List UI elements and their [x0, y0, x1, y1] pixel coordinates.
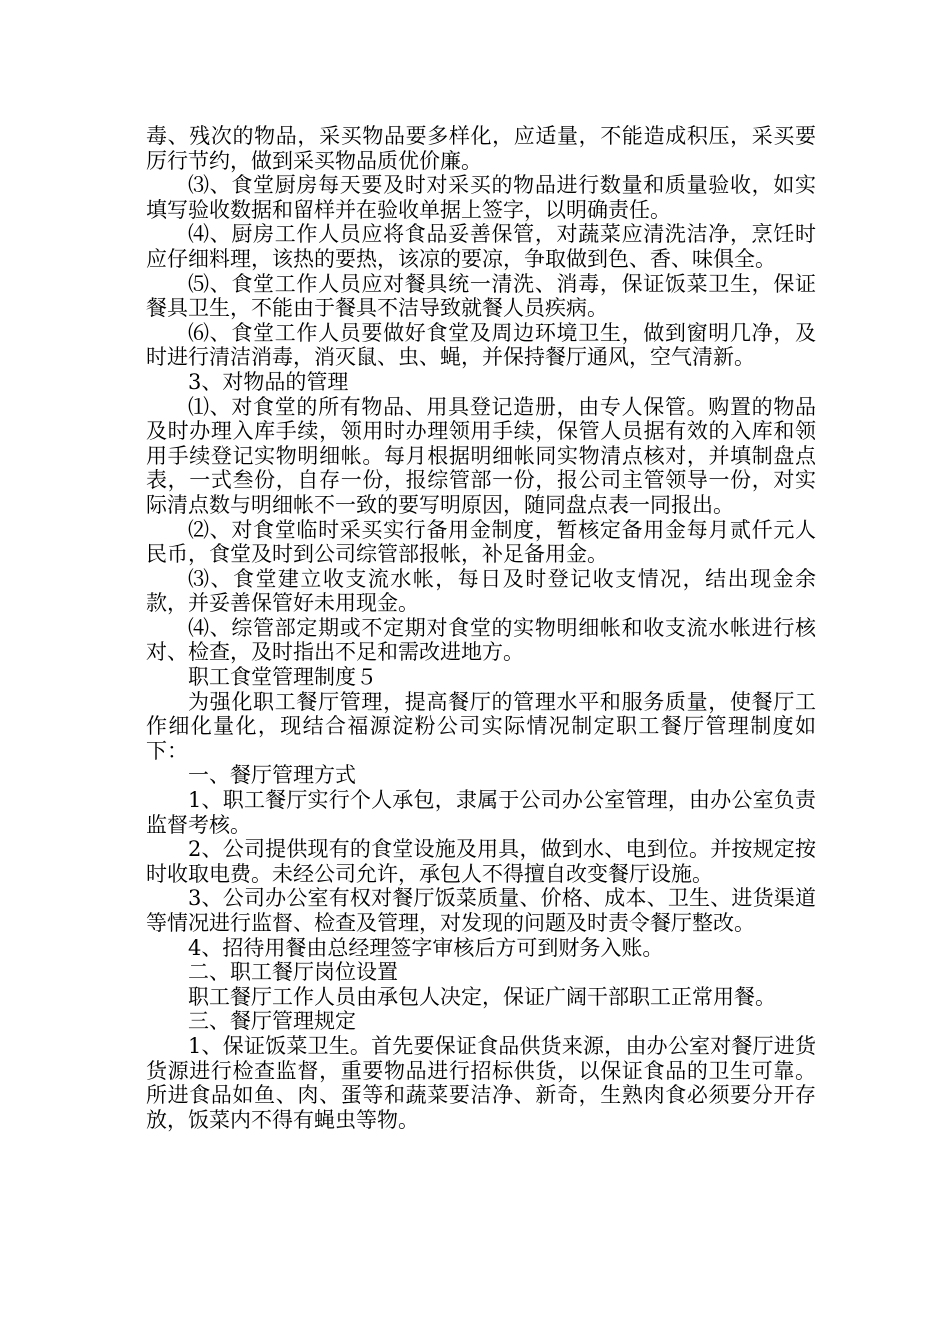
- document-page: [146, 124, 816, 1132]
- paragraph: ⑶、食堂厨房每天要及时对采买的物品进行数量和质量验收，如实填写验收数据和留样并在验收单据上签字，以明确责任。: [146, 173, 816, 222]
- paragraph: ⑶、食堂建立收支流水帐，每日及时登记收支情况，结出现金余款，并妥善保管好未用现金。: [146, 566, 816, 616]
- paragraph: ⑴、对食堂的所有物品、用具登记造册，由专人保管。购置的物品及时办理入库手续，领用时办理领用手续，保管人员据有效的入库和领用手续登记实物明细帐。每月根据明细帐同实物清点核对，并填制盘点表，一式叁份，自存一份，报综管部一份，报公司主管领导一份，对实际清点数与明细帐不一致的要写明原因，随同盘点表一同报出。: [146, 394, 816, 517]
- section-heading: 二、职工餐厅岗位设置: [188, 960, 398, 985]
- paragraph: 4、招待用餐由总经理签字审核后方可到财务入账。: [188, 935, 664, 960]
- paragraph: ⑷、综管部定期或不定期对食堂的实物明细帐和收支流水帐进行核对、检查，及时指出不足和需改进地方。: [146, 615, 816, 665]
- paragraph-continuation: 毒、残次的物品，采买物品要多样化，应适量，不能造成积压，采买要厉行节约，做到采买物品质优价廉。: [146, 124, 816, 173]
- paragraph: ⑷、厨房工作人员应将食品妥善保管，对蔬菜应清洗洁净，烹饪时应仔细料理，该热的要热，该凉的要凉，争取做到色、香、味俱全。: [146, 222, 816, 271]
- paragraph: 3、公司办公室有权对餐厅饭菜质量、价格、成本、卫生、进货渠道等情况进行监督、检查及管理，对发现的问题及时责令餐厅整改。: [146, 886, 816, 935]
- section-heading: 三、餐厅管理规定: [188, 1009, 356, 1034]
- paragraph: 职工餐厅工作人员由承包人决定，保证广阔干部职工正常用餐。: [188, 984, 776, 1009]
- paragraph: ⑸、食堂工作人员应对餐具统一清洗、消毒，保证饭菜卫生，保证餐具卫生，不能由于餐具不洁导致就餐人员疾病。: [146, 271, 816, 321]
- document-title: 职工食堂管理制度５: [188, 665, 377, 690]
- paragraph: 为强化职工餐厅管理，提高餐厅的管理水平和服务质量，使餐厅工作细化量化，现结合福源淀粉公司实际情况制定职工餐厅管理制度如下：: [146, 689, 816, 763]
- section-heading: 3、对物品的管理: [188, 369, 349, 394]
- paragraph: 2、公司提供现有的食堂设施及用具，做到水、电到位。并按规定按时收取电费。未经公司允许，承包人不得擅自改变餐厅设施。: [146, 837, 816, 886]
- paragraph: 1、职工餐厅实行个人承包，隶属于公司办公室管理，由办公室负责监督考核。: [146, 788, 816, 837]
- paragraph: 1、保证饭菜卫生。首先要保证食品供货来源，由办公室对餐厅进货货源进行检查监督，重要物品进行招标供货，以保证食品的卫生可靠。所进食品如鱼、肉、蛋等和蔬菜要洁净、新奇，生熟肉食必须要分开存放，饭菜内不得有蝇虫等物。: [146, 1033, 816, 1132]
- paragraph: ⑵、对食堂临时采买实行备用金制度，暂核定备用金每月贰仟元人民币，食堂及时到公司综管部报帐，补足备用金。: [146, 517, 816, 567]
- paragraph: ⑹、食堂工作人员要做好食堂及周边环境卫生，做到窗明几净，及时进行清洁消毒，消灭鼠、虫、蝇，并保持餐厅通风，空气清新。: [146, 320, 816, 370]
- section-heading: 一、餐厅管理方式: [188, 763, 356, 788]
